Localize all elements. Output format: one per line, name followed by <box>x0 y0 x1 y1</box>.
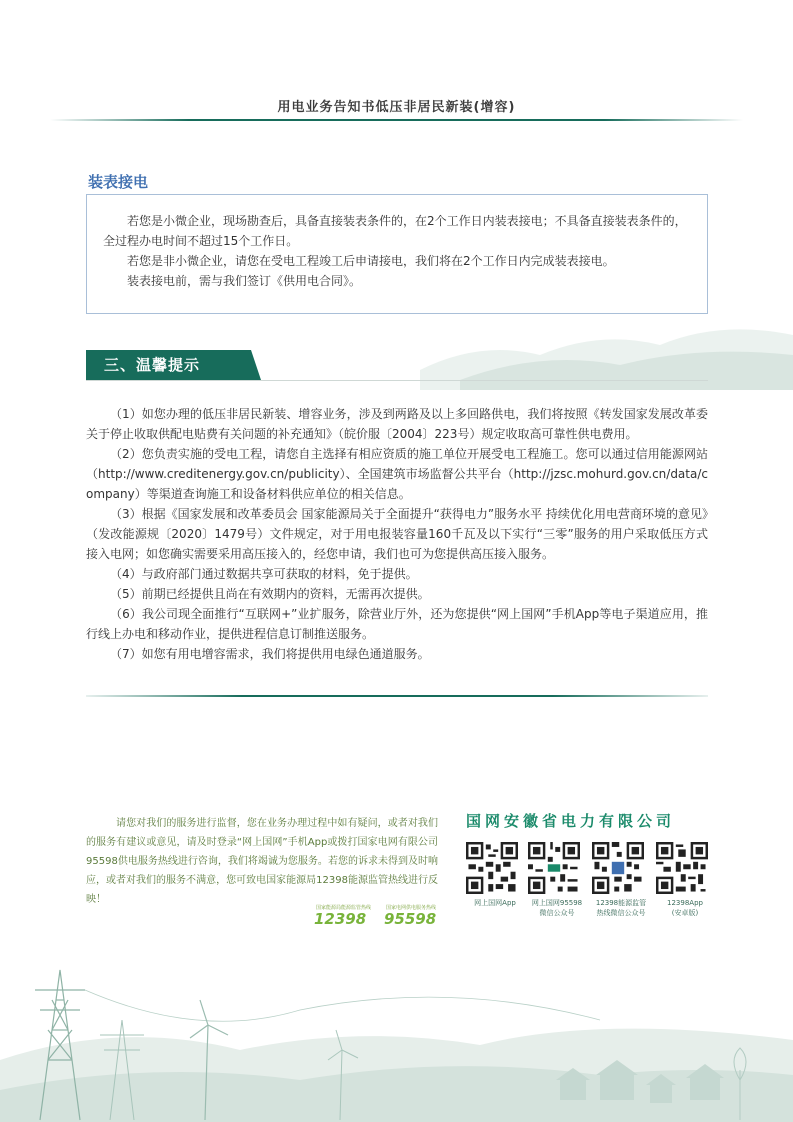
document-title: 用电业务告知书低压非居民新装(增容) <box>277 100 516 115</box>
tip-item: （4）与政府部门通过数据共享可获取的材料，免于提供。 <box>110 567 418 581</box>
qr-code-card <box>466 842 524 908</box>
tip-item: （5）前期已经提供且尚在有效期内的资料，无需再次提供。 <box>110 587 430 601</box>
qr-code-icon <box>592 842 644 894</box>
qr-code-card <box>656 842 714 918</box>
tip-item: （7）如您有用电增容需求，我们将提供用电绿色通道服务。 <box>110 647 430 661</box>
tips-underline <box>86 380 708 381</box>
meter-paragraph: 装表接电前，需与我们签订《供用电合同》。 <box>127 274 362 288</box>
hotline-caption: 国家电网供电服务热线 <box>386 905 437 911</box>
tip-item: （1）如您办理的低压非居民新装、增容业务，涉及到两路及以上多回路供电，我们将按照《转发国家发展改革委关于停止收取供配电贴费有关问题的补充通知》（皖价服〔2004〕223号）规定收取高可靠性供电费用。 <box>86 407 708 441</box>
tips-section-heading: 三、温馨提示 <box>104 356 201 374</box>
hotline-logos <box>310 904 450 928</box>
qr-code-card <box>592 842 650 918</box>
qr-code-icon <box>528 842 580 894</box>
tips-list <box>86 404 708 664</box>
meter-section-heading: 装表接电 <box>88 173 149 191</box>
company-name: 国网安徽省电力有限公司 <box>466 812 676 830</box>
hotline-number: 95598 <box>384 910 437 928</box>
section-divider <box>86 695 708 697</box>
qr-caption: 12398App (安卓版) <box>667 899 703 917</box>
meter-paragraph: 若您是非小微企业，请您在受电工程竣工后申请接电，我们将在2个工作日内完成装表接电。 <box>127 254 615 268</box>
landscape-illustration <box>0 930 793 1122</box>
qr-caption: 12398能源监管 热线微信公众号 <box>595 899 647 917</box>
mountain-decoration <box>420 300 793 390</box>
meter-paragraph: 若您是小微企业，现场勘查后，具备直接装表条件的，在2个工作日内装表接电；不具备直接装表条件的，全过程办电时间不超过15个工作日。 <box>103 214 687 248</box>
header-divider <box>50 119 743 121</box>
hotline-number: 12398 <box>314 910 367 928</box>
qr-code-icon <box>466 842 518 894</box>
qr-code-card <box>528 842 586 918</box>
hotline-95598-logo <box>380 904 440 928</box>
meter-section-box <box>86 194 708 314</box>
hotline-caption: 国家能源局能源监管热线 <box>316 905 372 911</box>
qr-caption: 网上国网95598 微信公众号 <box>531 899 583 917</box>
tip-item: （2）您负责实施的受电工程，请您自主选择有相应资质的施工单位开展受电工程施工。您可以通过信用能源网站（http://www.creditenergy.gov.cn/publicity）、全国建筑市场监督公共平台（http://jzsc.mohurd.gov.cn/data/company）等渠道查询施工和设备材料供应单位的相关信息。 <box>86 447 708 501</box>
tip-item: （3）根据《国家发展和改革委员会 国家能源局关于全面提升“获得电力”服务水平 持续优化用电营商环境的意见》（发改能源规〔2020〕1479号）文件规定，对于用电报装容量160千瓦及以下实行“三零”服务的用户采取低压方式接入电网；如您确实需要采用高压接入的，经您申请，我们也可为您提供高压接入服务。 <box>86 507 708 561</box>
tips-section-tag <box>86 350 261 380</box>
supervision-text: 请您对我们的服务进行监督，您在业务办理过程中如有疑问，或者对我们的服务有建议或意见，请及时登录“网上国网”手机App或拨打国家电网有限公司95598供电服务热线进行咨询，我们将竭诚为您服务。若您的诉求未得到及时响应，或者对我们的服务不满意，您可致电国家能源局12398能源监管热线进行反映！ <box>86 818 438 905</box>
hotline-12398-logo <box>310 904 370 928</box>
qr-caption: 网上国网App <box>474 899 516 907</box>
supervision-notice <box>86 814 438 909</box>
qr-code-icon <box>656 842 708 894</box>
tip-item: （6）我公司现全面推行“互联网+”业扩服务，除营业厅外，还为您提供“网上国网”手机App等电子渠道应用，推行线上办电和移动作业，提供进程信息订制推送服务。 <box>86 607 708 641</box>
